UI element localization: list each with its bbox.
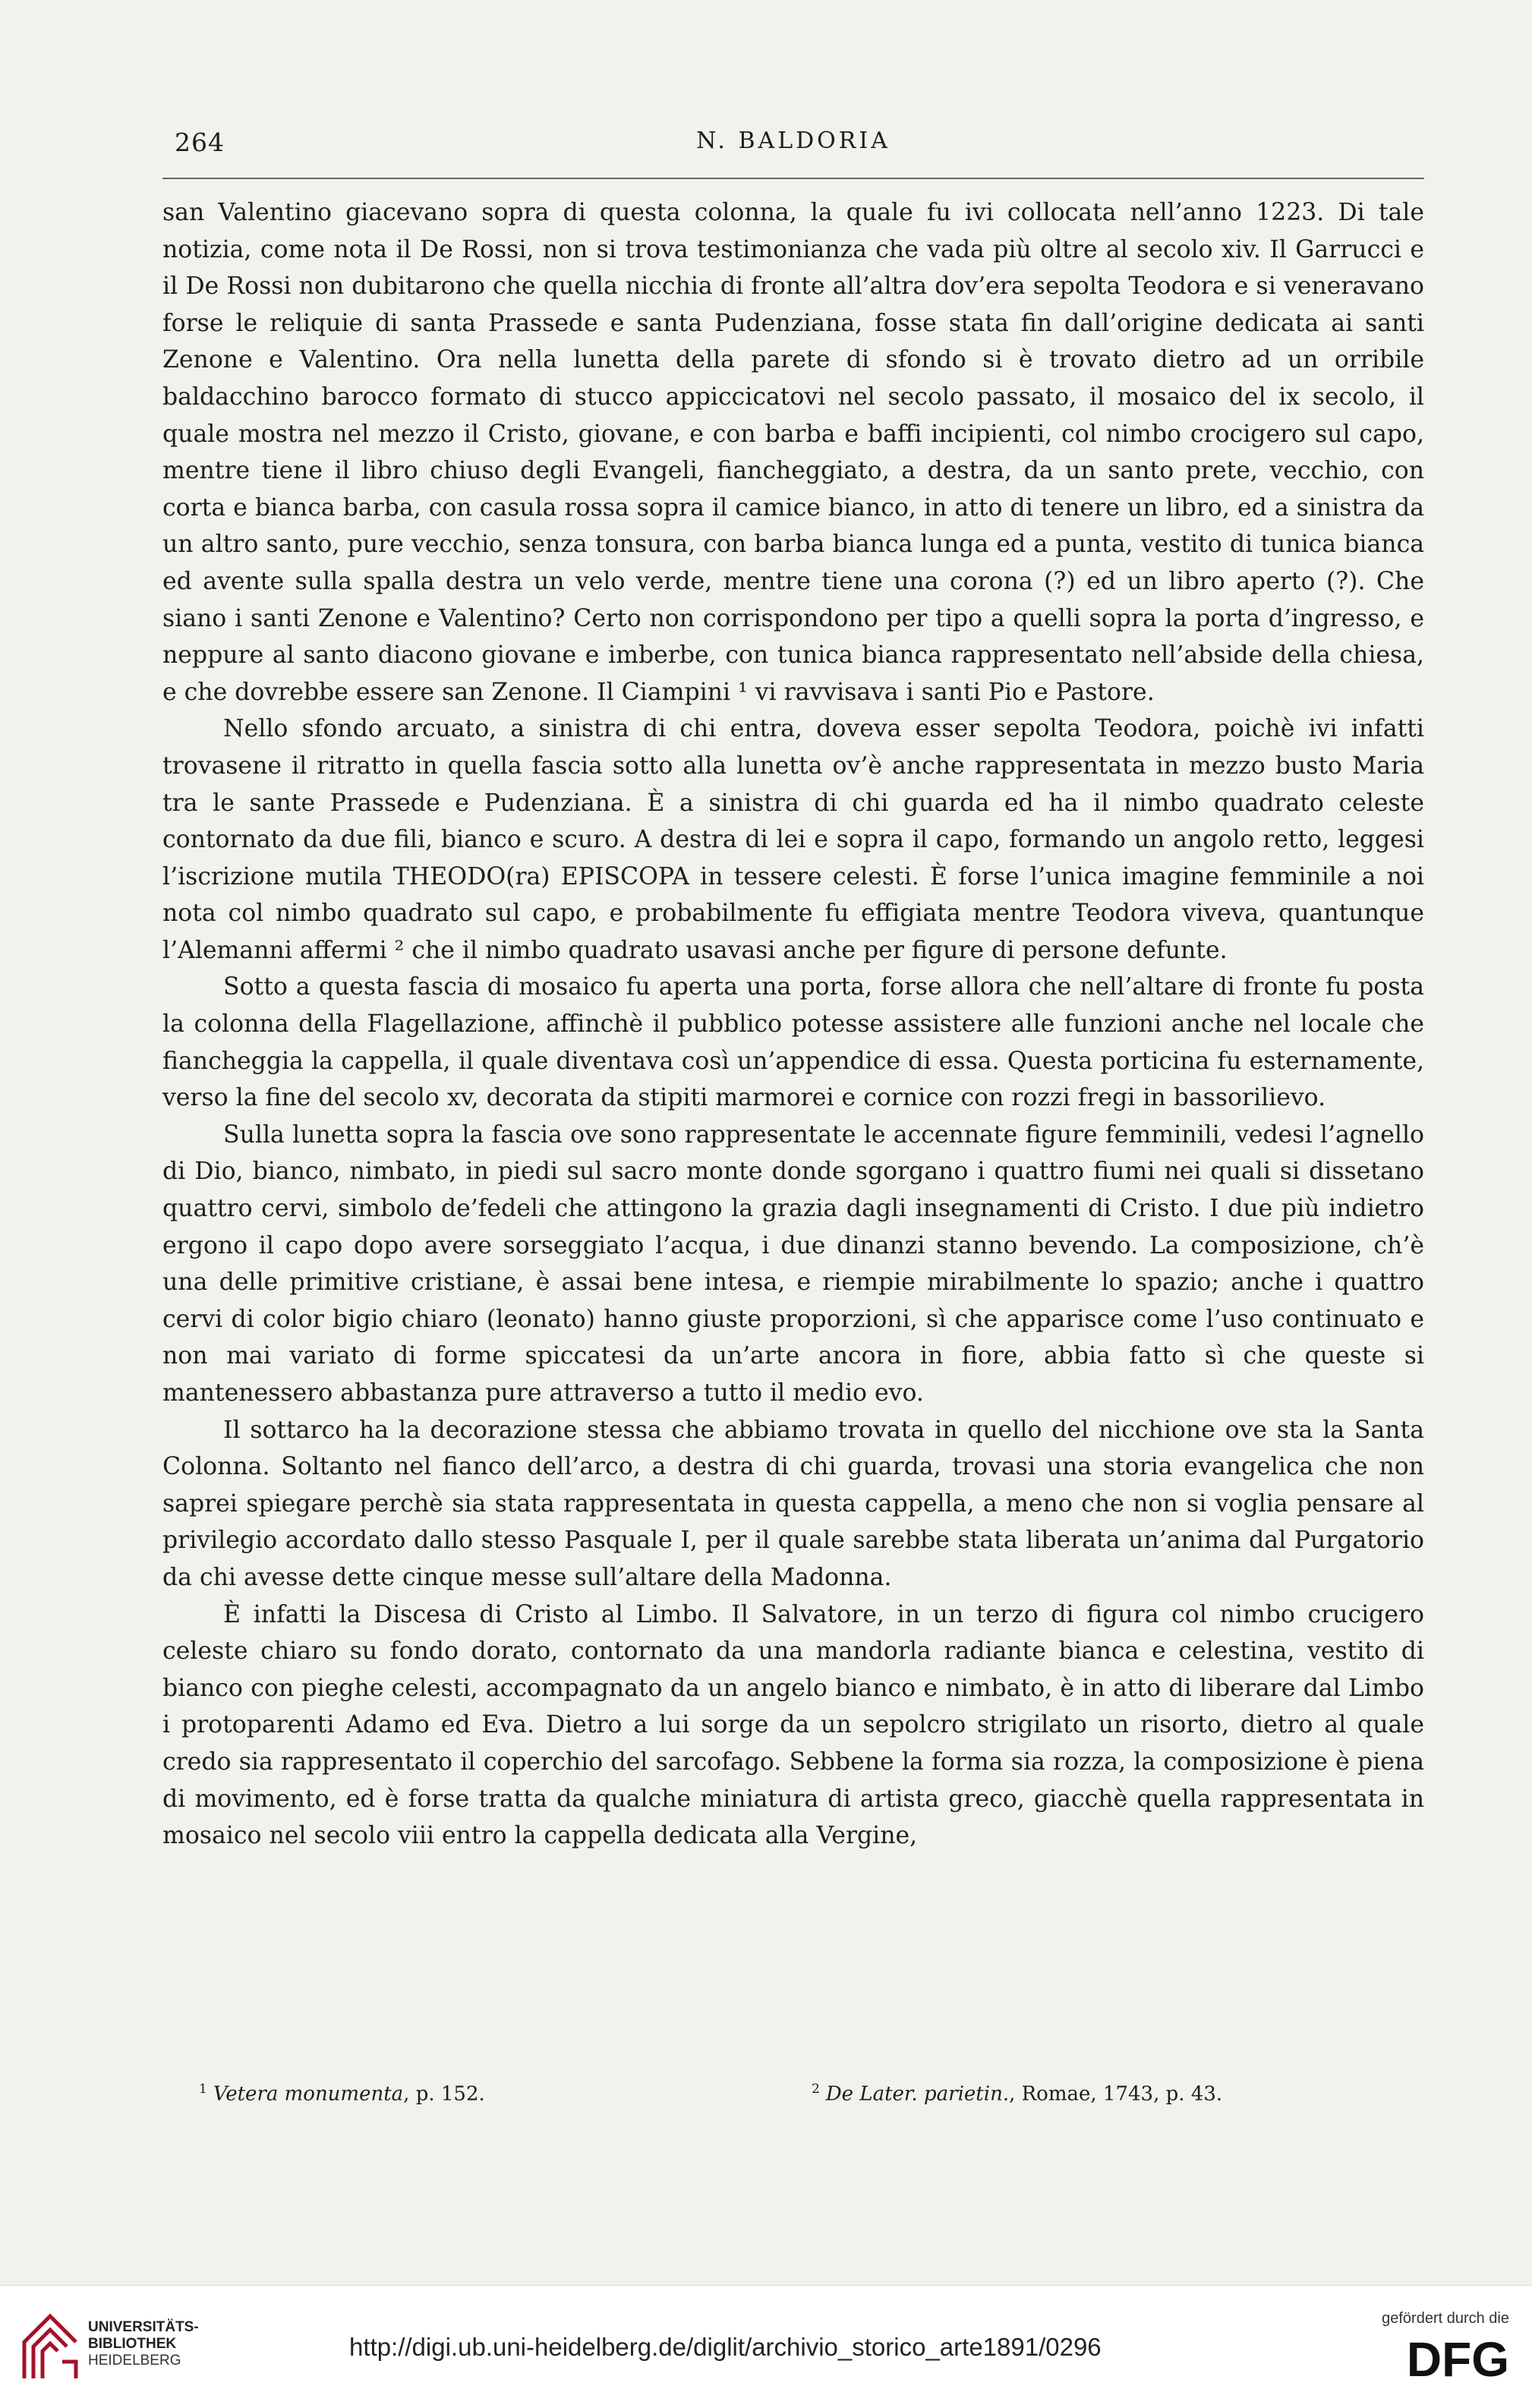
header-rule [162, 178, 1424, 179]
footnote-text: , Romae, 1743, p. 43. [1009, 2082, 1223, 2106]
footnote-mark: 2 [812, 2082, 820, 2097]
heidelberg-university-library-logo-icon[interactable] [17, 2309, 82, 2384]
paragraph: È infatti la Discesa di Cristo al Limbo. Il Salvatore, in un terzo di figura col nimbo crucigero celeste chiaro su fondo dorato, contornato da una mandorla radiante bianca e celestina, vestito di bianco con pieghe celesti, accompagnato da un angelo bianco e nimbato, è in atto di liberare dal Limbo i protoparenti Adamo ed Eva. Dietro a lui sorge da un sepolcro strigilato un risorto, dietro al quale credo sia rappresentato il coperchio del sarcofago. Sebbene la forma sia rozza, la composizione è piena di movimento, ed è forse tratta da qualche miniatura di artista greco, giacchè quella rappresentata in mosaico nel secolo viii entro la cappella dedicata alla Vergine, [162, 1600, 1424, 1850]
library-name [88, 2319, 199, 2369]
paragraph: Il sottarco ha la decorazione stessa che abbiamo trovata in quello del nicchione ove sta la Santa Colonna. Soltanto nel fianco dell’arco, a destra di chi guarda, trovasi una storia evangelica che non saprei spiegare perchè sia stata rappresentata in questa cappella, a meno che non si voglia pensare al privilegio accordato dallo stesso Pasquale I, per il quale sarebbe stata liberata un’anima dal Purgatorio da chi avesse dette cinque messe sull’altare della Madonna. [162, 1416, 1424, 1591]
page-number: 264 [175, 128, 225, 157]
footnote-title: De Later. parietin. [825, 2082, 1010, 2106]
footnote-mark: 1 [199, 2082, 207, 2097]
footnote-title: Vetera monumenta [213, 2082, 404, 2106]
funding-notice [1357, 2310, 1509, 2382]
permalink-url[interactable]: http://digi.ub.uni-heidelberg.de/diglit/archivio_storico_arte1891/0296 [349, 2333, 1102, 2361]
funding-text: gefördert durch die [1382, 2310, 1509, 2327]
dfg-logo-icon[interactable] [1373, 2335, 1509, 2382]
footnote-1 [199, 2074, 485, 2110]
library-name-line: HEIDELBERG [88, 2353, 181, 2369]
paragraph: Nello sfondo arcuato, a sinistra di chi entra, doveva esser sepolta Teodora, poichè ivi infatti trovasene il ritratto in quella fascia sotto alla lunetta ov’è anche rappresentata in mezzo busto Maria tra le sante Prassede e Pudenziana. È a sinistra di chi guarda ed ha il nimbo quadrato celeste contornato da due fili, bianco e scuro. A destra di lei e sopra il capo, formando un angolo retto, leggesi l’iscrizione mutila THEODO(ra) EPISCOPA in tessere celesti. È forse l’unica imagine femminile a noi nota col nimbo quadrato sul capo, e probabilmente fu effigiata mentre Teodora viveva, quantunque l’Alemanni affermi ² che il nimbo quadrato usavasi anche per figure di persone defunte. [162, 715, 1424, 964]
paragraph: Sulla lunetta sopra la fascia ove sono rappresentate le accennate figure femminili, vedesi l’agnello di Dio, bianco, nimbato, in piedi sul sacro monte donde sgorgano i quattro fiumi nei quali si dissetano quattro cervi, simbolo de’fedeli che attingono la grazia dagli insegnamenti di Cristo. I due più indietro ergono il capo dopo avere sorseggiato l’acqua, i due dinanzi stanno bevendo. La composizione, ch’è una delle primitive cristiane, è assai bene intesa, e riempie mirabilmente lo spazio; anche i quattro cervi di color bigio chiaro (leonato) hanno giuste proporzioni, sì che apparisce come l’uso continuato e non mai variato di forme spiccatesi da un’arte ancora in fiore, abbia fatto sì che queste si mantenessero abbastanza pure attraverso a tutto il medio evo. [162, 1120, 1424, 1407]
library-name-line: UNIVERSITÄTS- [88, 2319, 199, 2335]
footnote-2 [812, 2074, 1222, 2110]
paragraph: Sotto a questa fascia di mosaico fu aperta una porta, forse allora che nell’altare di fronte fu posta la colonna della Flagellazione, affinchè il pubblico potesse assistere alle funzioni anche nel locale che fiancheggia la cappella, il quale diventava così un’appendice di essa. Questa porticina fu esternamente, verso la fine del secolo xv, decorata da stipiti marmorei e cornice con rozzi fregi in bassorilievo. [162, 973, 1424, 1112]
library-name-line: BIBLIOTHEK [88, 2336, 177, 2352]
viewer-footer [0, 2285, 1532, 2408]
body-text [162, 194, 1424, 1855]
dfg-logo-text: DFG [1406, 2335, 1509, 2382]
paragraph: san Valentino giacevano sopra di questa colonna, la quale fu ivi collocata nell’anno 1223. Di tale notizia, come nota il De Rossi, non si trova testimonianza che vada più oltre al secolo xiv. Il Garrucci e il De Rossi non dubitarono che quella nicchia di fronte all’altra dov’era sepolta Teodora e si veneravano forse le reliquie di santa Prassede e santa Pudenziana, fosse stata fin dall’origine dedicata ai santi Zenone e Valentino. Ora nella lunetta della parete di sfondo si è trovato dietro ad un orribile baldacchino barocco formato di stucco appiccicatovi nel secolo passato, il mosaico del ix secolo, il quale mostra nel mezzo il Cristo, giovane, e con barba e baffi incipienti, col nimbo crocigero sul capo, mentre tiene il libro chiuso degli Evangeli, fiancheggiato, a destra, da un santo prete, vecchio, con corta e bianca barba, con casula rossa sopra il camice bianco, in atto di tenere un libro, ed a sinistra da un altro santo, pure vecchio, senza tonsura, con barba bianca lunga ed a punta, vestito di tunica bianca ed avente sulla spalla destra un velo verde, mentre tiene una corona (?) ed un libro aperto (?). Che siano i santi Zenone e Valentino? Certo non corrispondono per tipo a quelli sopra la porta d’ingresso, e neppure al santo diacono giovane e imberbe, con tunica bianca rappresentato nell’abside della chiesa, e che dovrebbe essere san Zenone. Il Ciampini ¹ vi ravvisava i santi Pio e Pastore. [162, 199, 1424, 706]
footnote-text: , p. 152. [403, 2082, 485, 2106]
running-head [162, 128, 1424, 170]
running-head-author: N. BALDORIA [696, 128, 891, 154]
